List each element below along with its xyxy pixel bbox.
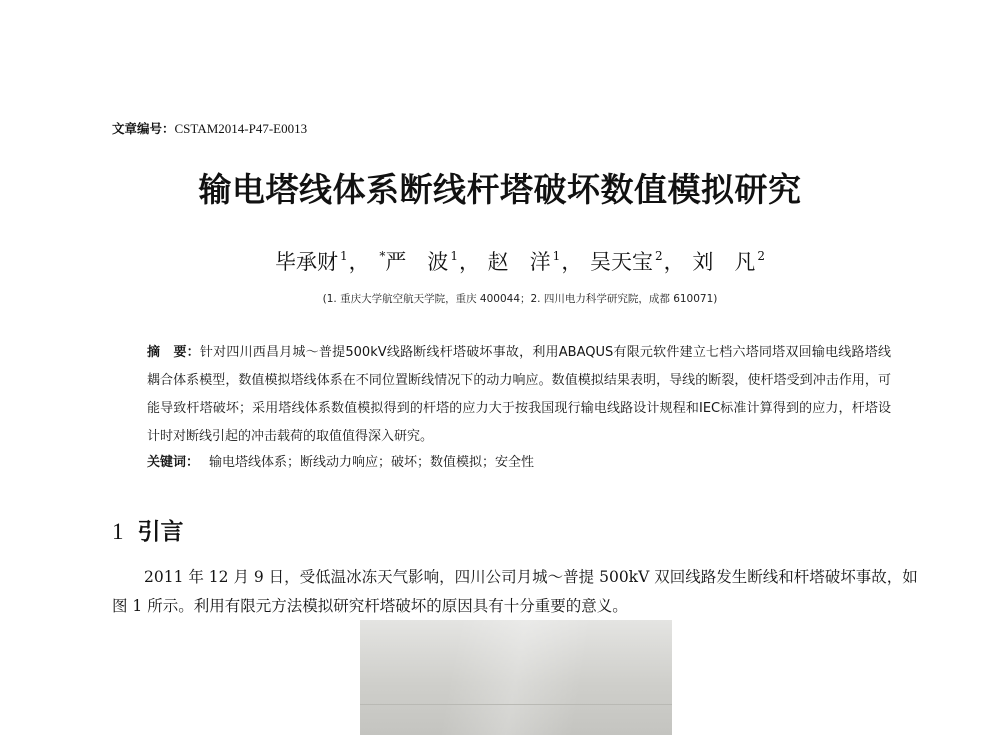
keywords xyxy=(147,451,891,470)
author-separator: ， xyxy=(458,250,480,274)
section-heading xyxy=(112,513,184,546)
affiliations: (1. 重庆大学航空航天学院，重庆 400044；2. 四川电力科学研究院，成都 610071) xyxy=(322,293,718,305)
article-number-code: CSTAM2014-P47-E0013 xyxy=(174,121,308,136)
abstract-text: 针对四川西昌月城～普提500kV线路断线杆塔破坏事故，利用ABAQUS有限元软件建立七档六塔同塔双回输电线路塔线耦合体系模型，数值模拟塔线体系在不同位置断线情况下的动力响应。数值模拟结果表明，导线的断裂，使杆塔受到冲击作用，可能导致杆塔破坏；采用塔线体系数值模拟得到的杆塔的应力大于按我国现行输电线路设计规程和IEC标准计算得到的应力，杆塔设计时对断线引起的冲击载荷的取值值得深入研究。 xyxy=(147,345,891,444)
author-corresponding: *严 波 $^1$ xyxy=(379,249,458,274)
author-list xyxy=(0,246,1000,276)
abstract xyxy=(147,339,891,451)
keywords-label: 关键词： xyxy=(147,455,200,470)
figure-photo xyxy=(360,620,672,735)
author-separator: ， xyxy=(348,250,370,274)
section-number: 1 xyxy=(112,519,124,544)
author: 吴天宝 $^2$ xyxy=(590,249,663,274)
figure-photo-edge xyxy=(360,704,672,705)
paper-title: 输电塔线体系断线杆塔破坏数值模拟研究 xyxy=(198,170,802,209)
author-separator: ， xyxy=(663,250,685,274)
keywords-text: 输电塔线体系；断线动力响应；破坏；数值模拟；安全性 xyxy=(209,455,535,470)
article-number xyxy=(112,119,307,137)
article-number-label: 文章编号： xyxy=(112,121,175,136)
abstract-label: 摘 要： xyxy=(147,345,200,360)
body-paragraph: 2011 年 12 月 9 日，受低温冰冻天气影响，四川公司月城～普提 500kV 双回线路发生断线和杆塔破坏事故，如图 1 所示。利用有限元方法模拟研究杆塔破坏的原因具有十分重要的意义。 xyxy=(112,568,918,615)
author: 刘 凡 $^2$ xyxy=(692,249,765,274)
author: 赵 洋 $^1$ xyxy=(487,249,561,274)
section-title: 引言 xyxy=(137,519,184,545)
author: 毕承财 $^1$ xyxy=(275,249,348,274)
author-separator: ， xyxy=(561,250,583,274)
figure-photo-shading xyxy=(360,620,672,735)
